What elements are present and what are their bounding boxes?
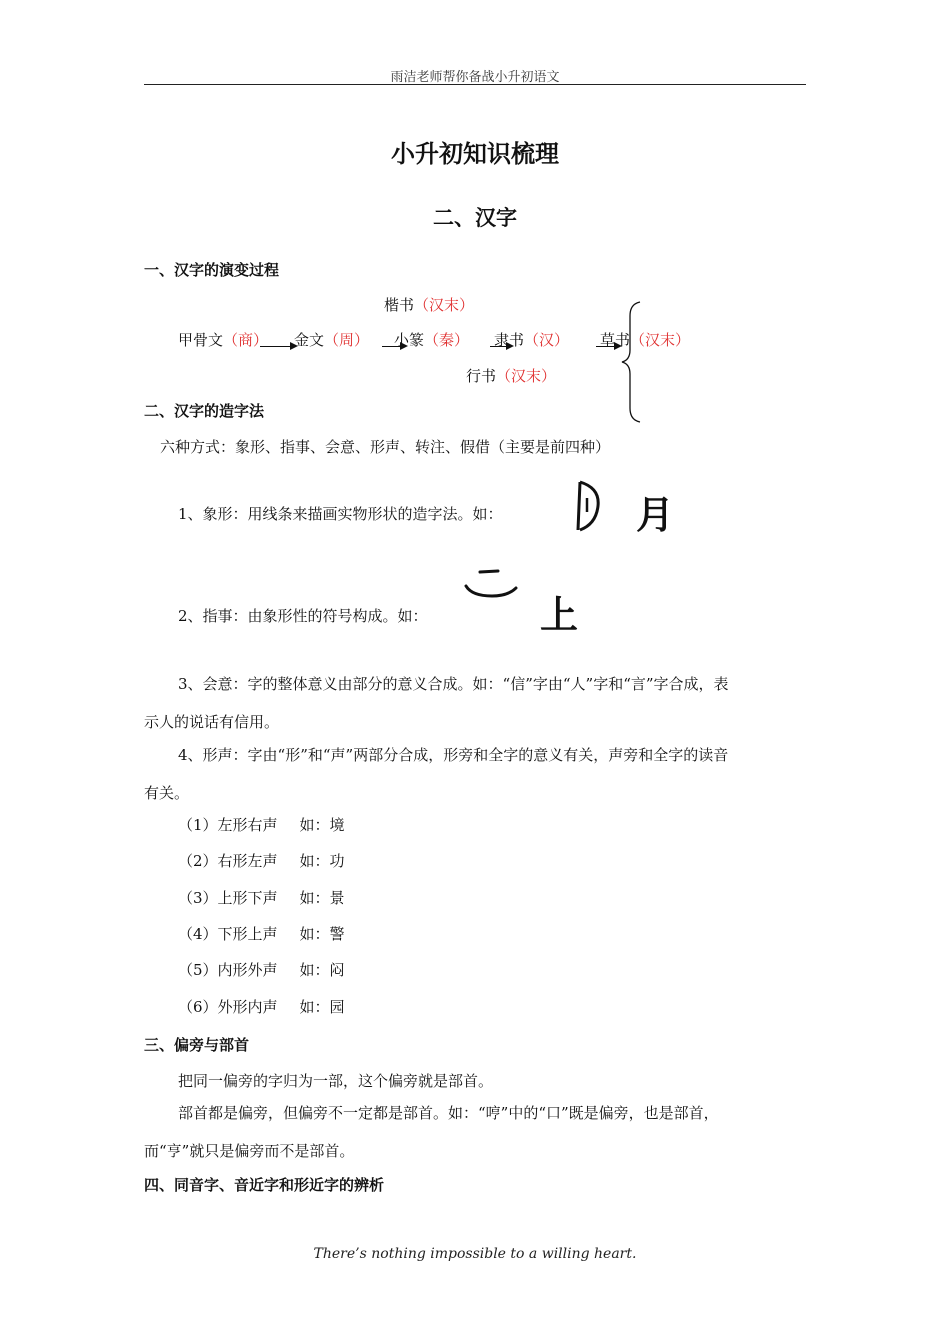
page-footer: There’s nothing impossible to a willing heart.: [313, 1246, 637, 1262]
arrow-1: [260, 346, 296, 347]
type-item: [178, 850, 345, 871]
page-title: 小升初知识梳理: [391, 140, 559, 168]
lishu-label: 隶书: [494, 331, 525, 349]
type-example: 如：功: [299, 852, 345, 870]
type-label: （2）右形左声: [178, 852, 278, 870]
type-item: [178, 887, 345, 908]
xingshu-item: [466, 365, 556, 386]
header-divider: [144, 84, 806, 85]
jiaguwen-era: （商）: [223, 331, 269, 349]
xingsheng-text-line2: 有关。: [144, 784, 190, 802]
xingshu-label: 行书: [466, 367, 497, 385]
ancient-moon-glyph: [570, 476, 610, 538]
section-heading-homophones: 四、同音字、音近字和形近字的辨析: [144, 1176, 385, 1194]
type-item: [178, 814, 345, 835]
type-label: （4）下形上声: [178, 925, 278, 943]
huiyi-text-line2: 示人的说话有信用。: [144, 713, 280, 731]
radical-text-3: 而“亨”就只是偏旁而不是部首。: [144, 1142, 355, 1160]
section-heading-methods: 二、汉字的造字法: [144, 402, 265, 420]
jiaguwen-item: [178, 329, 268, 350]
six-methods-text: 六种方式：象形、指事、会意、形声、转注、假借（主要是前四种）: [160, 438, 611, 456]
type-example: 如：境: [299, 816, 345, 834]
zhishi-text: 2、指事：由象形性的符号构成。如：: [178, 607, 428, 625]
type-example: 如：园: [299, 998, 345, 1016]
curly-brace: [620, 300, 644, 424]
jinwen-item: [294, 329, 369, 350]
type-label: （1）左形右声: [178, 816, 278, 834]
lishu-item: [494, 329, 569, 350]
xingsheng-text-line1: 4、形声：字由“形”和“声”两部分合成，形旁和全字的意义有关，声旁和全字的读音: [178, 746, 729, 764]
xiangxing-text: 1、象形：用线条来描画实物形状的造字法。如：: [178, 505, 503, 523]
moon-character: 月: [636, 493, 675, 537]
type-label: （3）上形下声: [178, 889, 278, 907]
ancient-up-glyph: [462, 566, 522, 606]
page-subtitle: 二、汉字: [433, 206, 517, 230]
type-example: 如：警: [299, 925, 345, 943]
section-heading-radicals: 三、偏旁与部首: [144, 1036, 250, 1054]
xiaozhuan-label: 小篆: [394, 331, 425, 349]
caoshu-label: 草书: [600, 331, 631, 349]
type-item: [178, 996, 345, 1017]
radical-text-2: 部首都是偏旁，但偏旁不一定都是部首。如：“哼”中的“口”既是偏旁，也是部首，: [178, 1104, 719, 1122]
type-example: 如：闷: [299, 961, 345, 979]
kaishu-item: [384, 294, 474, 315]
jiaguwen-label: 甲骨文: [178, 331, 224, 349]
type-item: [178, 923, 345, 944]
jinwen-era: （周）: [324, 331, 370, 349]
type-item: [178, 959, 345, 980]
caoshu-era: （汉末）: [630, 331, 691, 349]
kaishu-label: 楷书: [384, 296, 415, 314]
xiaozhuan-era: （秦）: [424, 331, 470, 349]
page-header: 雨洁老师帮你备战小升初语文: [390, 70, 560, 85]
jinwen-label: 金文: [294, 331, 325, 349]
type-label: （5）内形外声: [178, 961, 278, 979]
huiyi-text-line1: 3、会意：字的整体意义由部分的意义合成。如：“信”字由“人”字和“言”字合成，表: [178, 675, 729, 693]
radical-text-1: 把同一偏旁的字归为一部，这个偏旁就是部首。: [178, 1072, 494, 1090]
caoshu-item: [600, 329, 690, 350]
up-character: 上: [540, 593, 579, 637]
xingshu-era: （汉末）: [496, 367, 557, 385]
section-heading-evolution: 一、汉字的演变过程: [144, 261, 280, 279]
xiaozhuan-item: [394, 329, 469, 350]
type-label: （6）外形内声: [178, 998, 278, 1016]
lishu-era: （汉）: [524, 331, 570, 349]
kaishu-era: （汉末）: [414, 296, 475, 314]
type-example: 如：景: [299, 889, 345, 907]
